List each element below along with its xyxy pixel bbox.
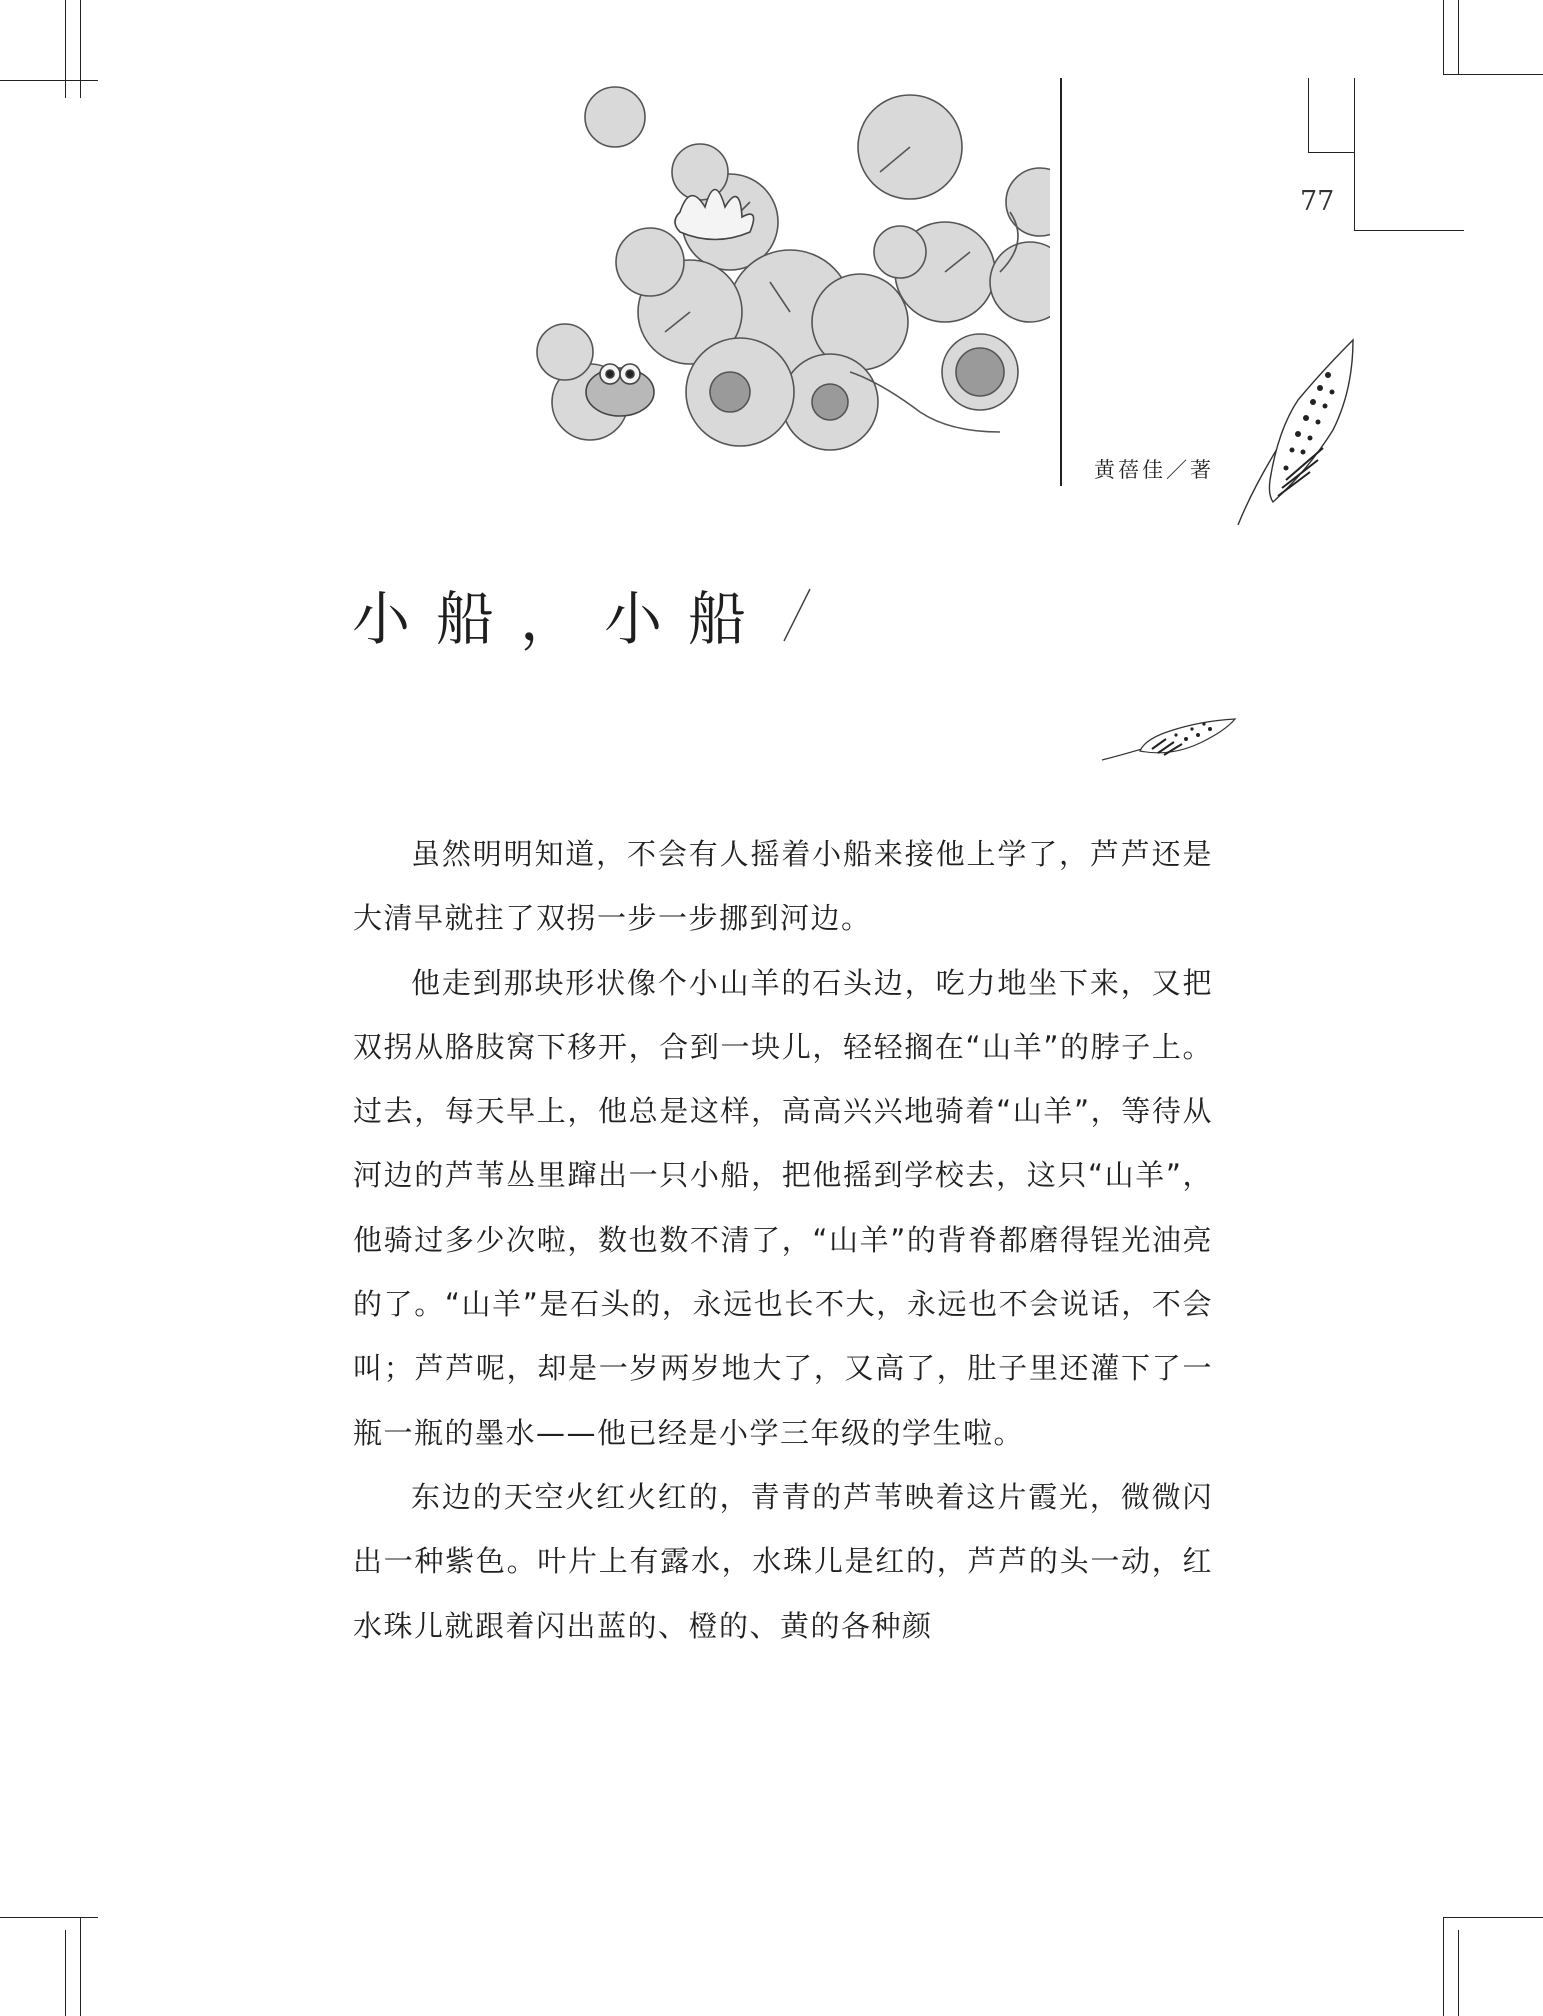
lily-pad-illustration — [530, 72, 1050, 472]
paragraph: 虽然明明知道，不会有人摇着小船来接他上学了，芦芦还是大清早就拄了双拐一步一步挪到河边。 — [353, 837, 1213, 936]
body-text — [353, 822, 1213, 1658]
page-number: 77 — [1300, 186, 1335, 217]
title-slash-ornament — [778, 585, 818, 645]
feather-divider-icon — [1100, 715, 1240, 765]
paragraph: 他走到那块形状像个小山羊的石头边，吃力地坐下来，又把双拐从胳肢窝下移开，合到一块儿，轻轻搁在“山羊”的脖子上。过去，每天早上，他总是这样，高高兴兴地骑着“山羊”，等待从河边的芦苇丛里蹿出一只小船，把他摇到学校去，这只“山羊”，他骑过多少次啦，数也数不清了，“山羊”的背脊都磨得锃光油亮的了。“山羊”是石头的，永远也长不大，永远也不会说话，不会叫；芦芦呢，却是一岁两岁地大了，又高了，肚子里还灌下了一瓶一瓶的墨水——他已经是小学三年级的学生啦。 — [353, 965, 1213, 1450]
author-name: 黄蓓佳／著 — [1094, 458, 1214, 482]
page-title: 小船，小船 — [352, 585, 773, 653]
paragraph: 东边的天空火红火红的，青青的芦苇映着这片霞光，微微闪出一种紫色。叶片上有露水，水珠儿是红的，芦芦的头一动，红水珠儿就跟着闪出蓝的、橙的、黄的各种颜 — [353, 1479, 1213, 1643]
author-divider — [1060, 78, 1062, 486]
feather-icon — [1228, 330, 1368, 530]
